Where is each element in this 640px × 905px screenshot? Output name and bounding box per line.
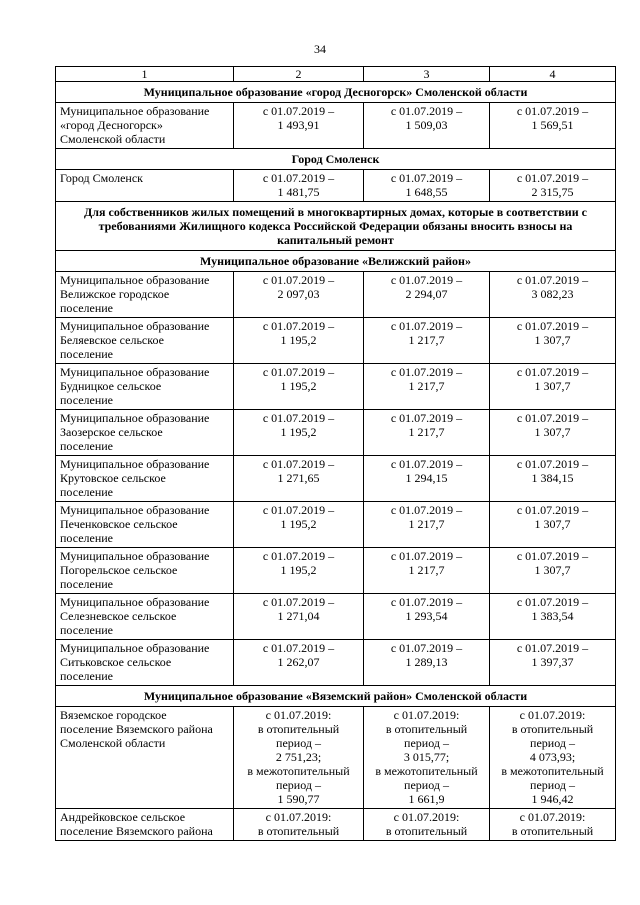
table-row: [56, 364, 616, 410]
municipality-name-cell: Муниципальное образование Велижское городское поселение: [56, 272, 234, 318]
table-row: [56, 410, 616, 456]
municipality-name-cell: Муниципальное образование Погорельское сельское поселение: [56, 548, 234, 594]
tariff-column-2-cell: с 01.07.2019: в отопительный период – 2 751,23; в межотопительный период – 1 590,77: [234, 707, 364, 809]
tariff-column-3-cell: с 01.07.2019 – 1 294,15: [364, 456, 490, 502]
municipality-name-cell: Город Смоленск: [56, 170, 234, 202]
tariff-column-3-cell: с 01.07.2019 – 1 509,03: [364, 103, 490, 149]
column-number: 3: [364, 67, 490, 82]
municipality-name-cell: Муниципальное образование Печенковское сельское поселение: [56, 502, 234, 548]
municipality-name-cell: Вяземское городское поселение Вяземского района Смоленской области: [56, 707, 234, 809]
table-row: [56, 548, 616, 594]
table-row: [56, 502, 616, 548]
table-row: [56, 707, 616, 809]
tariff-column-4-cell: с 01.07.2019 – 1 307,7: [490, 548, 616, 594]
tariff-column-4-cell: с 01.07.2019: в отопительный: [490, 809, 616, 841]
tariff-column-2-cell: с 01.07.2019 – 1 195,2: [234, 410, 364, 456]
municipality-name-cell: Муниципальное образование Крутовское сельское поселение: [56, 456, 234, 502]
tariff-column-4-cell: с 01.07.2019 – 2 315,75: [490, 170, 616, 202]
tariff-column-4-cell: с 01.07.2019 – 1 397,37: [490, 640, 616, 686]
table-row: [56, 103, 616, 149]
tariff-column-4-cell: с 01.07.2019: в отопительный период – 4 073,93; в межотопительный период – 1 946,42: [490, 707, 616, 809]
tariff-column-2-cell: с 01.07.2019 – 1 271,65: [234, 456, 364, 502]
section-header-row: [56, 686, 616, 707]
municipality-name-cell: Андрейковское сельское поселение Вяземского района: [56, 809, 234, 841]
tariff-column-3-cell: с 01.07.2019 – 1 293,54: [364, 594, 490, 640]
section-title: Город Смоленск: [56, 149, 616, 170]
tariff-column-2-cell: с 01.07.2019: в отопительный: [234, 809, 364, 841]
column-number: 2: [234, 67, 364, 82]
tariff-column-4-cell: с 01.07.2019 – 3 082,23: [490, 272, 616, 318]
section-header-row: [56, 251, 616, 272]
section-title: Муниципальное образование «Велижский район»: [56, 251, 616, 272]
tariff-column-3-cell: с 01.07.2019: в отопительный период – 3 015,77; в межотопительный период – 1 661,9: [364, 707, 490, 809]
section-title: Муниципальное образование «город Десногорск» Смоленской области: [56, 82, 616, 103]
tariff-column-3-cell: с 01.07.2019 – 1 648,55: [364, 170, 490, 202]
municipality-name-cell: Муниципальное образование Ситьковское сельское поселение: [56, 640, 234, 686]
page-number: 34: [314, 42, 326, 56]
section-header-row: [56, 202, 616, 251]
tariff-column-3-cell: с 01.07.2019 – 1 217,7: [364, 548, 490, 594]
section-header-row: [56, 149, 616, 170]
section-title: Для собственников жилых помещений в многоквартирных домах, которые в соответствии с требованиями Жилищного кодекса Российской Федерации обязаны вносить взносы на капитальный ремонт: [56, 202, 616, 251]
municipality-name-cell: Муниципальное образование Селезневское сельское поселение: [56, 594, 234, 640]
tariff-column-2-cell: с 01.07.2019 – 1 195,2: [234, 548, 364, 594]
section-title: Муниципальное образование «Вяземский район» Смоленской области: [56, 686, 616, 707]
tariff-column-4-cell: с 01.07.2019 – 1 307,7: [490, 364, 616, 410]
tariff-column-2-cell: с 01.07.2019 – 1 481,75: [234, 170, 364, 202]
tariff-column-3-cell: с 01.07.2019 – 1 217,7: [364, 502, 490, 548]
tariff-column-2-cell: с 01.07.2019 – 1 195,2: [234, 318, 364, 364]
tariff-column-4-cell: с 01.07.2019 – 1 383,54: [490, 594, 616, 640]
tariff-column-4-cell: с 01.07.2019 – 1 307,7: [490, 410, 616, 456]
tariff-column-3-cell: с 01.07.2019 – 1 289,13: [364, 640, 490, 686]
table-row: [56, 272, 616, 318]
tariff-column-4-cell: с 01.07.2019 – 1 384,15: [490, 456, 616, 502]
tariff-column-2-cell: с 01.07.2019 – 1 271,04: [234, 594, 364, 640]
tariff-table: [55, 66, 616, 841]
tariff-column-2-cell: с 01.07.2019 – 1 195,2: [234, 502, 364, 548]
table-row: [56, 594, 616, 640]
municipality-name-cell: Муниципальное образование «город Десногорск» Смоленской области: [56, 103, 234, 149]
tariff-column-4-cell: с 01.07.2019 – 1 569,51: [490, 103, 616, 149]
tariff-column-3-cell: с 01.07.2019 – 1 217,7: [364, 318, 490, 364]
tariff-column-3-cell: с 01.07.2019 – 1 217,7: [364, 364, 490, 410]
tariff-column-2-cell: с 01.07.2019 – 1 493,91: [234, 103, 364, 149]
column-number: 1: [56, 67, 234, 82]
column-number: 4: [490, 67, 616, 82]
table-row: [56, 318, 616, 364]
municipality-name-cell: Муниципальное образование Беляевское сельское поселение: [56, 318, 234, 364]
tariff-column-2-cell: с 01.07.2019 – 1 262,07: [234, 640, 364, 686]
tariff-column-4-cell: с 01.07.2019 – 1 307,7: [490, 502, 616, 548]
tariff-column-3-cell: с 01.07.2019 – 1 217,7: [364, 410, 490, 456]
tariff-column-2-cell: с 01.07.2019 – 1 195,2: [234, 364, 364, 410]
tariff-column-2-cell: с 01.07.2019 – 2 097,03: [234, 272, 364, 318]
tariff-column-4-cell: с 01.07.2019 – 1 307,7: [490, 318, 616, 364]
section-header-row: [56, 82, 616, 103]
table-row: [56, 809, 616, 841]
municipality-name-cell: Муниципальное образование Заозерское сельское поселение: [56, 410, 234, 456]
table-row: [56, 170, 616, 202]
tariff-column-3-cell: с 01.07.2019 – 2 294,07: [364, 272, 490, 318]
municipality-name-cell: Муниципальное образование Будницкое сельское поселение: [56, 364, 234, 410]
tariff-column-3-cell: с 01.07.2019: в отопительный: [364, 809, 490, 841]
column-number-row: [56, 67, 616, 82]
table-row: [56, 640, 616, 686]
table-row: [56, 456, 616, 502]
